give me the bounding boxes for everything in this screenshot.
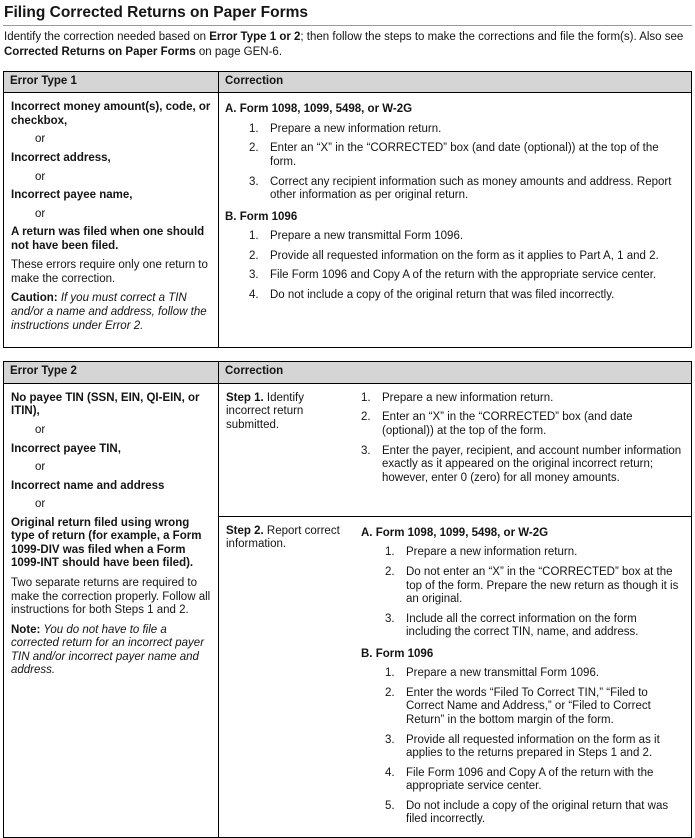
item-number: 1.	[385, 546, 395, 559]
error-condition: Incorrect address,	[11, 151, 111, 164]
intro-emphasis: Corrected Returns on Paper Forms	[4, 46, 196, 58]
or-separator: or	[35, 133, 46, 146]
step-instructions	[361, 392, 685, 514]
instruction-list	[385, 667, 683, 827]
item-number: 1.	[249, 230, 259, 243]
error-type-2-correction-cell	[219, 384, 691, 837]
item-text: Prepare a new information return.	[382, 391, 554, 404]
error-type-2-correction-header-cell: Correction	[225, 365, 284, 378]
intro-text: ; then follow the steps to make the corrections and file the form(s). Also see	[300, 31, 684, 44]
document-page	[3, 4, 692, 838]
or-separator: or	[35, 461, 46, 474]
item-number: 5.	[385, 799, 395, 812]
item-number: 2.	[249, 249, 259, 262]
step-number: Step 1.	[226, 391, 264, 404]
item-number: 2.	[385, 686, 395, 699]
instruction-item	[385, 800, 683, 827]
item-number: 1.	[249, 122, 259, 135]
error-type-1-header-cell: Error Type 1	[4, 72, 219, 93]
error-type-1-header-row	[4, 72, 691, 94]
item-number: 2.	[249, 142, 259, 155]
instruction-item	[385, 566, 683, 607]
caution-text: You do not have to file a corrected return for an incorrect payer TIN and/or incorrect payer name and address.	[11, 623, 205, 677]
item-text: Do not include a copy of the original return that was filed incorrectly.	[406, 799, 669, 826]
instruction-item	[249, 123, 683, 137]
item-number: 4.	[249, 288, 259, 301]
instruction-list	[249, 123, 683, 203]
item-text: Enter an “X” in the “CORRECTED” box (and date (optional)) at the top of the form.	[382, 411, 633, 437]
form-section-heading: B. Form 1096	[225, 210, 298, 223]
instruction-list	[249, 230, 683, 302]
instruction-item	[385, 767, 683, 794]
error-condition: Incorrect payee name,	[11, 189, 133, 202]
instruction-item	[385, 687, 683, 728]
instruction-item	[249, 250, 683, 264]
error-type-2-header-row	[4, 362, 691, 384]
intro-text: on page GEN-6.	[195, 46, 283, 58]
item-text: Enter the payer, recipient, and account number information exactly as it appeared on the original incorrect return; however, enter 0 (zero) for all money amounts.	[382, 444, 682, 484]
error-condition: Incorrect payee TIN,	[11, 442, 121, 455]
instruction-item	[249, 176, 683, 203]
error-type-2-body-row	[4, 384, 691, 837]
error-condition: Original return filed using wrong type of return (for example, a Form 1099-DIV was filed when a Form 1099-INT should have been filed).	[11, 516, 202, 570]
condition-note: Two separate returns are required to make the correction properly. Follow all instructions for both Steps 1 and 2.	[11, 577, 211, 617]
item-text: Do not enter an “X” in the “CORRECTED” box at the top of the form. Prepare the new return as though it is an original.	[406, 565, 679, 606]
intro-text: Identify the correction needed based on	[4, 31, 210, 44]
instruction-item	[361, 411, 683, 438]
form-section-heading: B. Form 1096	[361, 647, 434, 660]
item-text: Prepare a new information return.	[406, 546, 578, 559]
correction-step-row	[219, 516, 691, 837]
step-label	[226, 392, 361, 514]
item-text: Provide all requested information on the form as it applies to the returns prepared in Steps 1 and 2.	[406, 733, 660, 760]
item-number: 3.	[249, 269, 259, 282]
error-condition: A return was filed when one should not have been filed.	[11, 226, 205, 252]
instruction-item	[249, 269, 683, 283]
error-condition: Incorrect money amount(s), code, or checkbox,	[11, 101, 211, 127]
condition-note: These errors require only one return to make the correction.	[11, 259, 208, 285]
item-text: Correct any recipient information such as money amounts and address. Report other information as per original return.	[270, 175, 672, 202]
caution-text: If you must correct a TIN and/or a name and address, follow the instructions under Error 2.	[11, 292, 207, 332]
or-separator: or	[35, 207, 46, 220]
instruction-item	[249, 142, 683, 169]
correction-step-row	[219, 384, 691, 516]
item-number: 1.	[385, 667, 395, 680]
step-label	[226, 525, 361, 835]
item-number: 3.	[385, 612, 395, 625]
error-type-2-header-cell: Error Type 2	[4, 362, 219, 383]
caution-lead: Caution:	[11, 292, 58, 305]
page-title: Filing Corrected Returns on Paper Forms	[4, 4, 309, 21]
item-text: File Form 1096 and Copy A of the return with the appropriate service center.	[270, 269, 657, 282]
caution-lead: Note:	[11, 623, 41, 636]
step-description: Report correct information.	[226, 524, 340, 551]
instruction-list	[385, 546, 683, 639]
item-text: Enter the words “Filed To Correct TIN,” “Filed to Correct Name and Address,” or “Filed to Correct Return” in the bottom margin of the form.	[406, 686, 651, 727]
step-description: Identify incorrect return submitted.	[226, 391, 304, 431]
item-text: Prepare a new transmittal Form 1096.	[406, 667, 600, 680]
item-number: 4.	[385, 766, 395, 779]
item-number: 2.	[361, 411, 371, 424]
item-number: 1.	[361, 391, 371, 404]
error-type-1-table	[3, 71, 692, 349]
or-separator: or	[35, 423, 46, 436]
item-text: Enter an “X” in the “CORRECTED” box (and date (optional)) at the top of the form.	[270, 142, 659, 168]
instruction-item	[385, 734, 683, 761]
item-text: Provide all requested information on the form as it applies to Part A, 1 and 2.	[270, 249, 659, 262]
error-condition: No payee TIN (SSN, EIN, QI-EIN, or ITIN),	[11, 391, 200, 418]
instruction-item	[249, 289, 683, 303]
item-number: 3.	[249, 175, 259, 188]
item-number: 3.	[385, 733, 395, 746]
error-type-1-correction-cell	[219, 93, 691, 347]
instruction-item	[385, 613, 683, 640]
error-type-1-body-row	[4, 93, 691, 347]
condition-caution	[11, 292, 211, 333]
intro-emphasis: Error Type 1 or 2	[209, 31, 301, 44]
error-type-2-table	[3, 361, 692, 838]
step-number: Step 2.	[226, 524, 264, 537]
error-type-1-correction-header-cell: Correction	[225, 74, 284, 87]
or-separator: or	[35, 498, 46, 511]
intro-paragraph	[4, 30, 692, 59]
error-type-1-conditions-cell	[4, 93, 219, 347]
or-separator: or	[35, 170, 46, 183]
item-text: Prepare a new transmittal Form 1096.	[270, 230, 464, 243]
item-number: 2.	[385, 565, 395, 578]
instruction-item	[361, 392, 683, 406]
error-condition: Incorrect name and address	[11, 479, 165, 492]
form-section-heading: A. Form 1098, 1099, 5498, or W-2G	[361, 526, 549, 539]
title-divider	[3, 25, 692, 26]
error-type-2-conditions-cell	[4, 384, 219, 837]
condition-caution	[11, 624, 211, 678]
instruction-item	[385, 667, 683, 681]
item-text: Include all the correct information on the form including the correct TIN, name, and address.	[406, 612, 639, 639]
step-instructions	[361, 525, 685, 835]
item-text: Prepare a new information return.	[270, 122, 442, 135]
item-number: 3.	[361, 444, 371, 457]
form-section-heading: A. Form 1098, 1099, 5498, or W-2G	[225, 103, 413, 116]
instruction-item	[385, 546, 683, 560]
instruction-item	[249, 230, 683, 244]
instruction-list	[361, 392, 683, 485]
item-text: Do not include a copy of the original return that was filed incorrectly.	[270, 288, 615, 301]
item-text: File Form 1096 and Copy A of the return with the appropriate service center.	[406, 766, 654, 793]
instruction-item	[361, 445, 683, 486]
